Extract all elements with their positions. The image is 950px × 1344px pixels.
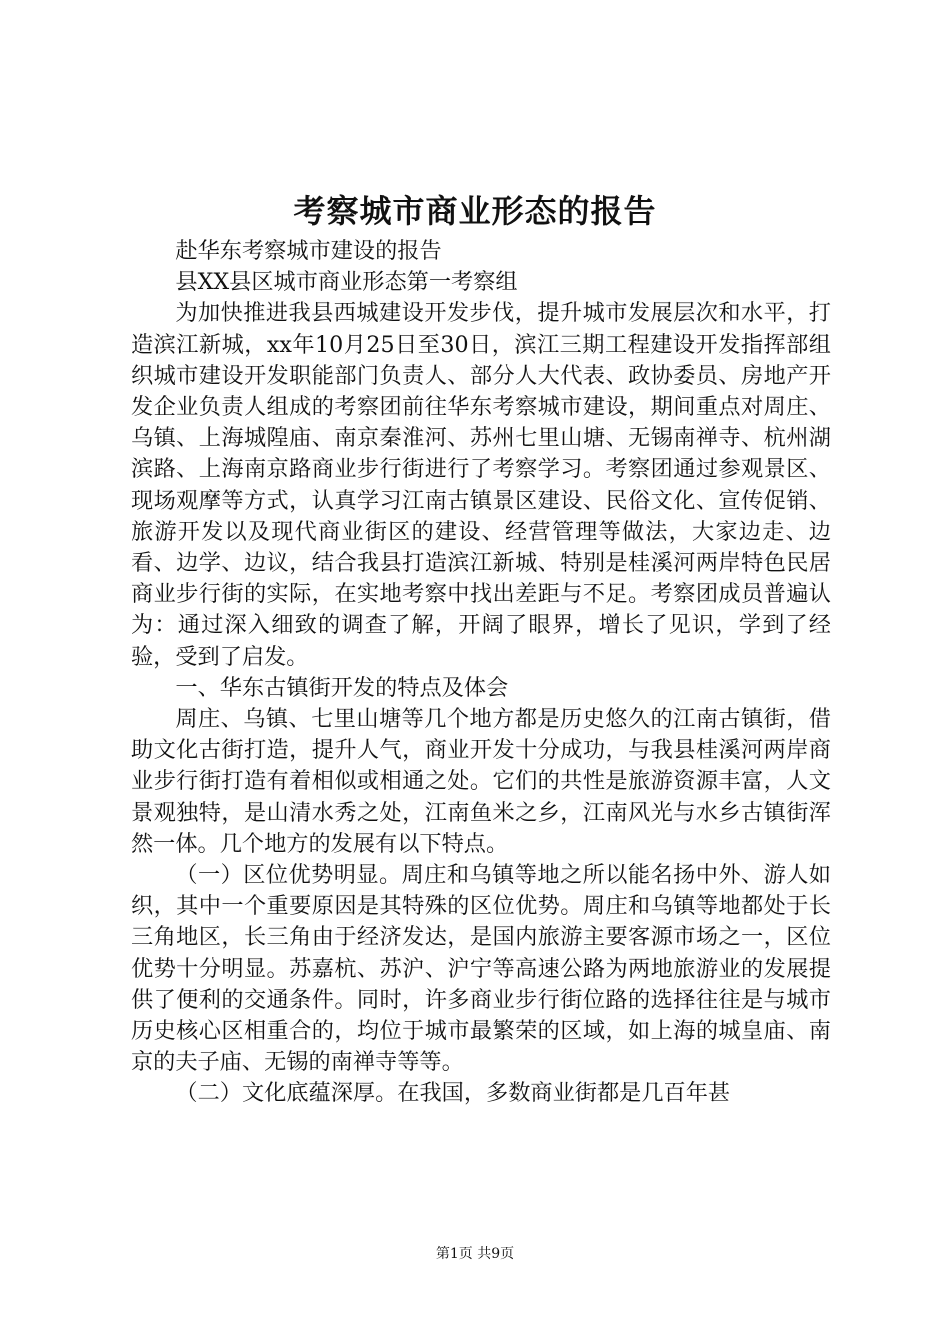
document-title: 考察城市商业形态的报告 [293, 192, 657, 230]
page-footer: 第1页 共9页 [435, 1246, 515, 1262]
document-body [131, 236, 831, 1110]
report-subtitle: 赴华东考察城市建设的报告 [175, 238, 442, 264]
point-two-paragraph: （二）文化底蕴深厚。在我国，多数商业街都是几百年甚 [175, 1080, 731, 1107]
section-heading: 一、华东古镇街开发的特点及体会 [175, 674, 509, 701]
report-author-group: 县XX县区城市商业形态第一考察组 [175, 269, 518, 296]
section-paragraph: 周庄、乌镇、七里山塘等几个地方都是历史悠久的江南古镇街，借助文化古街打造，提升人气，商业开发十分成功，与我县桂溪河两岸商业步行街打造有着相似或相通之处。它们的共性是旅游资源丰富，人文景观独特，是山清水秀之处，江南鱼米之乡，江南风光与水乡古镇街浑然一体。几个地方的发展有以下特点。 [131, 706, 831, 857]
point-one-paragraph: （一）区位优势明显。周庄和乌镇等地之所以能名扬中外、游人如织，其中一个重要原因是其特殊的区位优势。周庄和乌镇等地都处于长三角地区，长三角由于经济发达，是国内旅游主要客源市场之一，区位优势十分明显。苏嘉杭、苏沪、沪宁等高速公路为两地旅游业的发展提供了便利的交通条件。同时，许多商业步行街位路的选择往往是与城市历史核心区相重合的，均位于城市最繁荣的区域，如上海的城皇庙、南京的夫子庙、无锡的南禅寺等等。 [131, 862, 831, 1076]
intro-paragraph: 为加快推进我县西城建设开发步伐，提升城市发展层次和水平，打造滨江新城，xx年10月25日至30日，滨江三期工程建设开发指挥部组织城市建设开发职能部门负责人、部分人大代表、政协委员、房地产开发企业负责人组成的考察团前往华东考察城市建设，期间重点对周庄、乌镇、上海城隍庙、南京秦淮河、苏州七里山塘、无锡南禅寺、杭州湖滨路、上海南京路商业步行街进行了考察学习。考察团通过参观景区、现场观摩等方式，认真学习江南古镇景区建设、民俗文化、宣传促销、旅游开发以及现代商业街区的建设、经营管理等做法，大家边走、边看、边学、边议，结合我县打造滨江新城、特别是桂溪河两岸特色民居商业步行街的实际，在实地考察中找出差距与不足。考察团成员普遍认为：通过深入细致的调查了解，开阔了眼界，增长了见识，学到了经验，受到了启发。 [131, 300, 831, 670]
